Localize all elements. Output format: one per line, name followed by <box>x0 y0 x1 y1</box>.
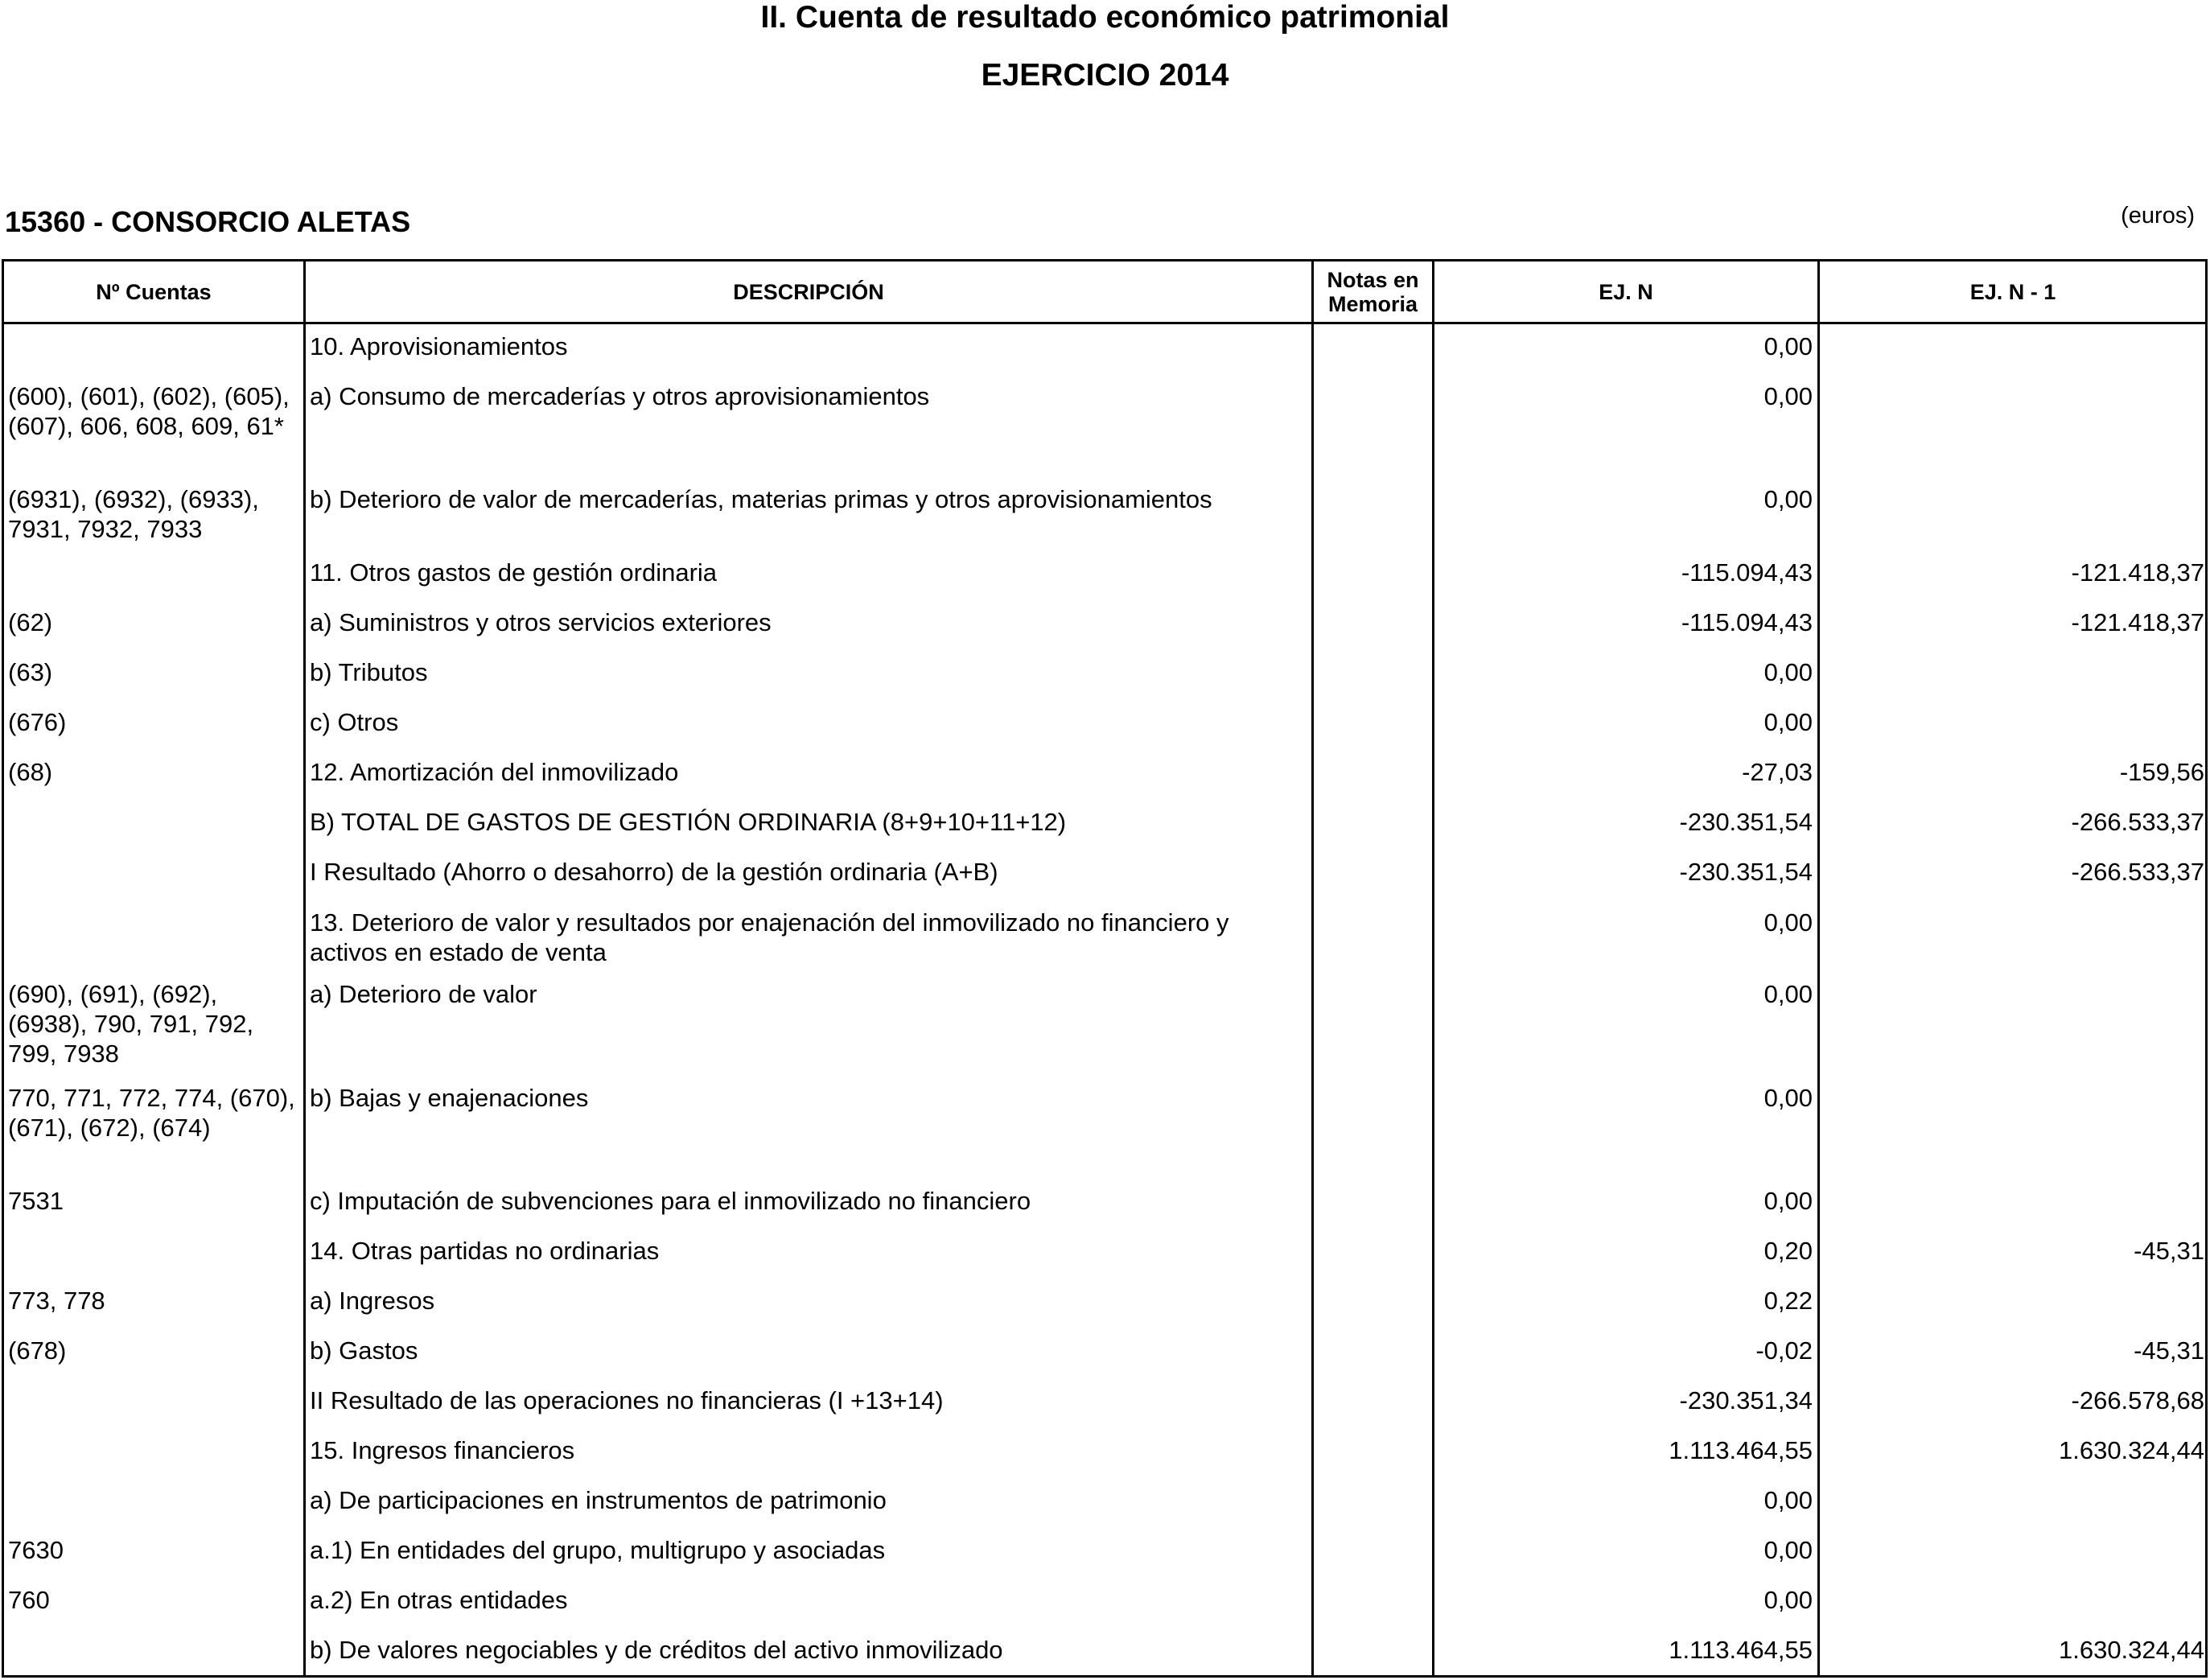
header-description: DESCRIPCIÓN <box>733 279 884 304</box>
value-ej-n: 0,22 <box>1763 1287 1813 1315</box>
row-description: b) Deterioro de valor de mercaderías, materias primas y otros aprovisionamientos <box>310 485 1212 513</box>
header-ej-n: EJ. N <box>1599 279 1653 304</box>
value-ej-n: -115.094,43 <box>1681 608 1813 636</box>
value-ej-n: 0,00 <box>1763 980 1813 1008</box>
column-divider <box>1817 261 1820 1675</box>
account-codes: (676) <box>8 708 67 736</box>
row-description: a.1) En entidades del grupo, multigrupo y asociadas <box>310 1536 886 1564</box>
value-ej-n1: -121.418,37 <box>2071 608 2204 636</box>
value-ej-n1: 1.630.324,44 <box>2058 1636 2204 1664</box>
value-ej-n1: -121.418,37 <box>2071 558 2204 587</box>
row-description: B) TOTAL DE GASTOS DE GESTIÓN ORDINARIA (8+9+10+11+12) <box>310 808 1067 836</box>
row-description: b) Bajas y enajenaciones <box>310 1084 589 1112</box>
row-description: a) Suministros y otros servicios exteriores <box>310 608 772 636</box>
account-codes: 7630 <box>8 1536 64 1564</box>
value-ej-n: 0,00 <box>1763 1586 1813 1614</box>
column-divider <box>303 261 306 1675</box>
row-description: a) De participaciones en instrumentos de patrimonio <box>310 1486 887 1514</box>
value-ej-n: 0,00 <box>1763 332 1813 360</box>
header-accounts: Nº Cuentas <box>96 279 212 304</box>
row-description: a.2) En otras entidades <box>310 1586 568 1614</box>
value-ej-n: -230.351,54 <box>1679 808 1813 836</box>
account-codes: 7531 <box>8 1187 64 1215</box>
row-description: 13. Deterioro de valor y resultados por enajenación del inmovilizado no financiero y activos en estado de venta <box>310 908 1229 966</box>
value-ej-n: -0,02 <box>1755 1336 1813 1365</box>
account-codes: 770, 771, 772, 774, (670), (671), (672), (674) <box>8 1084 295 1142</box>
value-ej-n: 0,00 <box>1763 908 1813 937</box>
row-description: 10. Aprovisionamientos <box>310 332 568 360</box>
row-description: a) Ingresos <box>310 1287 435 1315</box>
value-ej-n: 0,00 <box>1763 658 1813 686</box>
value-ej-n: 0,00 <box>1763 708 1813 736</box>
value-ej-n1: -266.578,68 <box>2071 1386 2204 1414</box>
row-description: a) Deterioro de valor <box>310 980 537 1008</box>
value-ej-n1: -159,56 <box>2119 758 2204 786</box>
account-codes: (68) <box>8 758 53 786</box>
value-ej-n: -230.351,34 <box>1679 1386 1813 1414</box>
page-title: II. Cuenta de resultado económico patrimonial <box>760 0 1450 35</box>
row-description: 14. Otras partidas no ordinarias <box>310 1237 660 1265</box>
row-description: b) Tributos <box>310 658 428 686</box>
row-description: a) Consumo de mercaderías y otros aprovisionamientos <box>310 382 930 410</box>
header-ej-n1: EJ. N - 1 <box>1969 279 2056 304</box>
results-table <box>2 259 2208 1678</box>
row-description: 12. Amortización del inmovilizado <box>310 758 679 786</box>
value-ej-n1: -266.533,37 <box>2071 858 2204 886</box>
value-ej-n: 0,00 <box>1763 1536 1813 1564</box>
table-header <box>4 261 2205 324</box>
value-ej-n1: -266.533,37 <box>2071 808 2204 836</box>
units-label: (euros) <box>2121 203 2195 229</box>
account-codes: (63) <box>8 658 53 686</box>
value-ej-n: 0,00 <box>1763 1084 1813 1112</box>
value-ej-n: 0,00 <box>1763 1187 1813 1215</box>
value-ej-n: 0,00 <box>1763 1486 1813 1514</box>
row-description: I Resultado (Ahorro o desahorro) de la gestión ordinaria (A+B) <box>310 858 998 886</box>
value-ej-n: 0,00 <box>1763 485 1813 513</box>
value-ej-n: -27,03 <box>1742 758 1813 786</box>
value-ej-n1: 1.630.324,44 <box>2058 1436 2204 1464</box>
account-codes: (690), (691), (692), (6938), 790, 791, 792, 799, 7938 <box>8 980 254 1068</box>
row-description: c) Imputación de subvenciones para el inmovilizado no financiero <box>310 1187 1031 1215</box>
account-codes: 760 <box>8 1586 50 1614</box>
account-codes: (62) <box>8 608 53 636</box>
account-codes: 773, 778 <box>8 1287 105 1315</box>
header-notes: Notas en Memoria <box>1327 267 1419 316</box>
account-codes: (600), (601), (602), (605), (607), 606, 608, 609, 61* <box>8 382 290 440</box>
value-ej-n1: -45,31 <box>2134 1237 2204 1265</box>
value-ej-n: -230.351,54 <box>1679 858 1813 886</box>
value-ej-n: 0,20 <box>1763 1237 1813 1265</box>
value-ej-n: 0,00 <box>1763 382 1813 410</box>
row-description: 11. Otros gastos de gestión ordinaria <box>310 558 718 587</box>
value-ej-n: -115.094,43 <box>1681 558 1813 587</box>
value-ej-n: 1.113.464,55 <box>1669 1436 1813 1464</box>
account-codes: (678) <box>8 1336 67 1365</box>
account-codes: (6931), (6932), (6933), 7931, 7932, 7933 <box>8 485 259 543</box>
row-description: II Resultado de las operaciones no financieras (I +13+14) <box>310 1386 944 1414</box>
row-description: c) Otros <box>310 708 399 736</box>
fiscal-year-heading: EJERCICIO 2014 <box>981 58 1229 93</box>
value-ej-n1: -45,31 <box>2134 1336 2204 1365</box>
entity-name: 15360 - CONSORCIO ALETAS <box>5 205 411 238</box>
value-ej-n: 1.113.464,55 <box>1669 1636 1813 1664</box>
row-description: b) De valores negociables y de créditos del activo inmovilizado <box>310 1636 1003 1664</box>
column-divider <box>1311 261 1314 1675</box>
row-description: b) Gastos <box>310 1336 418 1365</box>
row-description: 15. Ingresos financieros <box>310 1436 575 1464</box>
